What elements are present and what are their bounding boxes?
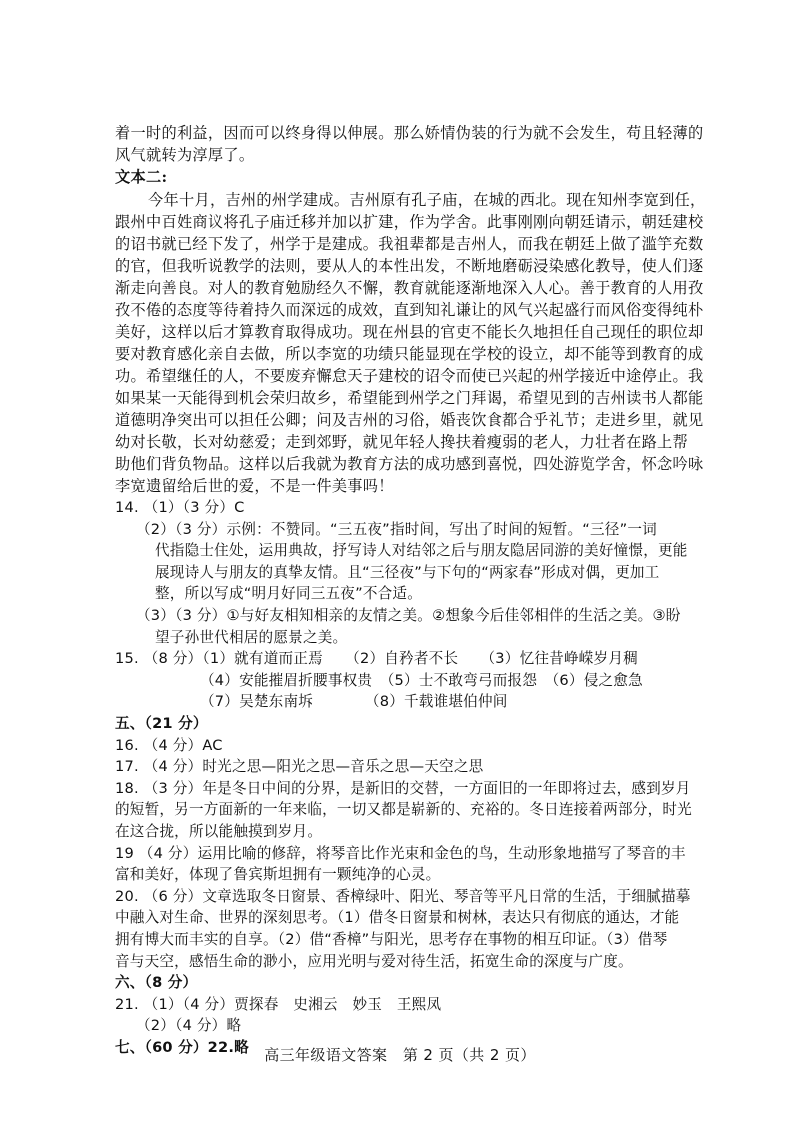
q14-part2-line: （2）（3 分）示例：不赞同。“三五夜”指时间，写出了时间的短暂。“三径”一词	[136, 520, 657, 538]
q20-line: 拥有博大而丰实的自享。（2）借“香樟”与阳光，思考存在事物的相互印证。（3）借琴	[115, 931, 668, 948]
q16-answer: 16. （4 分）AC	[115, 736, 223, 754]
text2-line: 道德明净突出可以担任公卿；问及吉州的习俗，婚丧饮食都合乎礼节；走进乡里，就见	[115, 411, 704, 429]
text1-line-1: 着一时的利益，因而可以终身得以伸展。那么娇情伪装的行为就不会发生，苟且轻薄的	[115, 124, 704, 142]
q14-part2-line: 整，所以写成“明月好同三五夜”不合适。	[155, 585, 423, 603]
text2-line: 的官，但我听说教学的法则，要从人的本性出发，不断地磨砺浸染感化教导，使人们逐	[115, 257, 704, 275]
text2-line: 幼对长敬，长对幼慈爱；走到郊野，就见年轻人搀扶着瘦弱的老人，力壮者在路上帮	[115, 433, 689, 451]
section-5-heading: 五、（21 分）	[115, 715, 208, 732]
text2-line: 今年十月，吉州的州学建成。吉州原有孔子庙，在城的西北。现在知州李宽到任，	[148, 191, 706, 209]
q18-line: 的短暂，另一方面新的一年来临，一切又都是崭新的、充裕的。冬日连接着两部分，时光	[115, 801, 692, 819]
text2-line: 的诏书就已经下发了，州学于是建成。我祖辈都是吉州人，而我在朝廷上做了滥竽充数	[115, 235, 704, 253]
q21-line-1: 21. （1）（4 分）贾探春 史湘云 妙玉 王熙凤	[115, 995, 442, 1013]
text1-line-2: 风气就转为淳厚了。	[115, 146, 255, 164]
q20-line: 20. （6 分）文章选取冬日窗景、香樟绿叶、阳光、琴音等平凡日常的生活，于细腻描摹	[115, 887, 691, 905]
q18-line: 在这合拢，所以能触摸到岁月。	[115, 823, 323, 840]
text2-line: 功。希望继任的人，不要废弃懈怠天子建校的诏令而使已兴起的州学接近中途停止。我	[115, 367, 704, 385]
text2-line: 孜不倦的态度等待着持久而深远的成效，直到知礼谦让的风气兴起盛行而风俗变得纯朴	[115, 301, 704, 319]
q14-part3-line: （3）（3 分）①与好友相知相亲的友情之美。②想象今后佳邻相伴的生活之美。③盼	[136, 607, 681, 624]
q19-line: 19 （4 分）运用比喻的修辞，将琴音比作光束和金色的鸟，生动形象地描写了琴音的丰	[115, 844, 686, 862]
text2-line: 美好，这样以后才算教育取得成功。现在州县的官吏不能长久地担任自己现任的职位却	[115, 323, 704, 341]
q20-line: 音与天空，感悟生命的渺小，应用光明与爱对待生活，拓宽生命的深度与广度。	[115, 952, 633, 970]
q14-part3-line: 望子孙世代相居的愿景之美。	[155, 628, 348, 646]
text2-line: 如果某一天能得到机会荣归故乡，希望能到州学之门拜谒，希望见到的吉州读书人都能	[115, 389, 704, 407]
q18-line: 18. （3 分）年是冬日中间的分界，是新旧的交替，一方面旧的一年即将过去，感到岁月	[115, 779, 691, 797]
section-7-heading: 七、（60 分）22.略	[115, 1039, 249, 1056]
text2-line: 渐走向善良。对人的教育勉励经久不懈，教育就能逐渐地深入人心。善于教育的人用孜	[115, 279, 704, 297]
q21-line-2: （2）（4 分）略	[136, 1017, 242, 1035]
q14-part1: 14. （1）（3 分）C	[115, 499, 245, 516]
page-footer: 高三年级语文答案 第 2 页（共 2 页）	[264, 1046, 536, 1064]
q14-part2-line: 代指隐士住处，运用典故，抒写诗人对结邻之后与朋友隐居同游的美好憧憬，更能	[155, 542, 688, 560]
q14-part2-line: 展现诗人与朋友的真挚友情。且“三径夜”与下句的“两家春”形成对偶，更加工	[155, 563, 660, 581]
q17-answer: 17. （4 分）时光之思—阳光之思—音乐之思—天空之思	[115, 758, 484, 776]
text2-line: 跟州中百姓商议将孔子庙迁移并加以扩建，作为学舍。此事刚刚向朝廷请示，朝廷建校	[115, 213, 704, 231]
section-6-heading: 六、（8 分）	[115, 974, 198, 992]
q15-line-1: 15. （8 分）（1）就有道而正焉 （2）自矜者不长 （3）忆往昔峥嵘岁月稠	[115, 650, 638, 668]
q19-line: 富和美好，体现了鲁宾斯坦拥有一颗纯净的心灵。	[115, 866, 441, 884]
text2-line: 要对教育感化亲自去做，所以李宽的功绩只能显现在学校的设立，却不能等到教育的成	[115, 345, 704, 363]
text2-heading: 文本二:	[115, 168, 168, 186]
q20-line: 中融入对生命、世界的深刻思考。（1）借冬日窗景和树林，表达只有彻底的通达，才能	[115, 909, 680, 927]
text2-line: 助他们背负物品。这样以后我就为教育方法的成功感到喜悦，四处游览学舍，怀念吟咏	[115, 455, 704, 473]
q15-line-2: （4）安能摧眉折腰事权贵 （5）士不敢弯弓而报怨 （6）侵之愈急	[200, 671, 643, 689]
q15-line-3: （7）吴楚东南坼 （8）千载谁堪伯仲间	[200, 693, 508, 711]
text2-line: 李宽遗留给后世的爱，不是一件美事吗！	[115, 477, 394, 495]
